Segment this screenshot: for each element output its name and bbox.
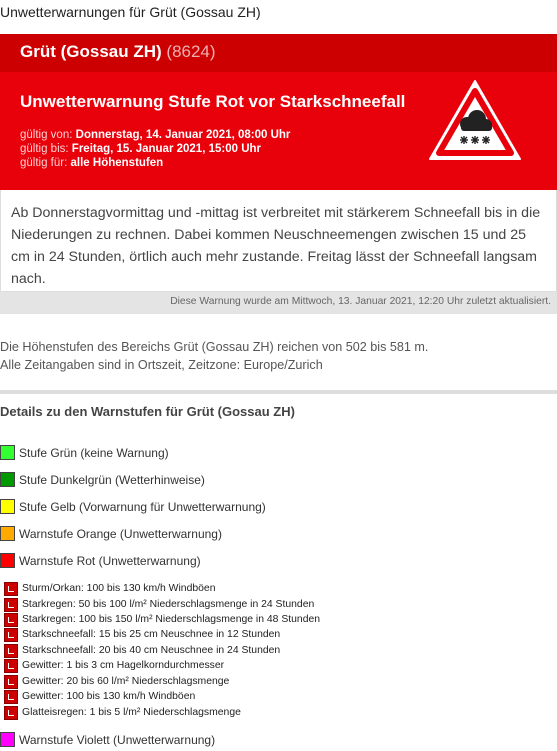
- section-divider: [0, 390, 557, 394]
- red-item-label: Glatteisregen: 1 bis 5 l/m² Niederschlagsmenge: [22, 707, 241, 718]
- red-item-storm: [4, 581, 215, 596]
- level-yellow: [0, 499, 266, 517]
- warning-box: [0, 34, 557, 314]
- heavy-snowfall-warning-icon: [427, 78, 523, 162]
- level-label: Warnstufe Rot (Unwetterwarnung): [19, 553, 201, 568]
- location-name: Grüt (Gossau ZH): [20, 42, 162, 61]
- thunderstorm-icon: [4, 675, 18, 689]
- warning-panel: [0, 72, 557, 190]
- red-item-rain-24h: [4, 597, 314, 612]
- warning-description: Ab Donnerstagvormittag und -mittag ist verbreitet mit stärkerem Schneefall bis in die Niederungen zu rechnen. Dabei kommen Neuschneemengen zwischen 15 und 25 cm in 24 Stunden, örtlich auch mehr zustande. Freitag lässt der Schneefall langsam nach.: [0, 190, 557, 292]
- valid-to-label: gültig bis:: [20, 143, 69, 155]
- warning-headline: Unwetterwarnung Stufe Rot vor Starkschneefall: [20, 92, 406, 111]
- level-label: Stufe Dunkelgrün (Wetterhinweise): [19, 472, 205, 487]
- red-item-label: Gewitter: 1 bis 3 cm Hagelkorndurchmesser: [22, 660, 225, 671]
- warning-location-header: [0, 34, 557, 72]
- level-swatch: [0, 499, 15, 514]
- warning-validity: [20, 128, 290, 170]
- level-swatch: [0, 553, 15, 568]
- red-item-label: Starkschneefall: 15 bis 25 cm Neuschnee in 12 Stunden: [22, 629, 281, 640]
- area-info: [0, 338, 428, 374]
- red-item-label: Starkregen: 50 bis 100 l/m² Niederschlagsmenge in 24 Stunden: [22, 599, 315, 610]
- level-label: Warnstufe Violett (Unwetterwarnung): [19, 732, 216, 747]
- level-swatch: [0, 732, 15, 747]
- valid-from-label: gültig von:: [20, 129, 73, 141]
- red-item-snow-24h: [4, 643, 280, 658]
- valid-to: Freitag, 15. Januar 2021, 15:00 Uhr: [71, 143, 262, 155]
- level-label: Stufe Grün (keine Warnung): [19, 445, 169, 460]
- red-item-thunder-rain: [4, 674, 229, 689]
- valid-for-label: gültig für:: [20, 157, 68, 169]
- red-item-label: Starkregen: 100 bis 150 l/m² Niederschlagsmenge in 48 Stunden: [22, 614, 321, 625]
- altitude-info: Die Höhenstufen des Bereichs Grüt (Gossau ZH) reichen von 502 bis 581 m.: [0, 340, 429, 354]
- red-item-hail: [4, 658, 224, 673]
- valid-from: Donnerstag, 14. Januar 2021, 08:00 Uhr: [75, 129, 291, 141]
- warning-updated: Diese Warnung wurde am Mittwoch, 13. Januar 2021, 12:20 Uhr zuletzt aktualisiert.: [0, 292, 557, 314]
- red-item-freezing-rain: [4, 705, 241, 720]
- level-swatch: [0, 472, 15, 487]
- snow-icon: [4, 644, 18, 658]
- rain-icon: [4, 613, 18, 627]
- storm-icon: [4, 582, 18, 596]
- red-item-thunder-wind: [4, 689, 195, 704]
- thunderstorm-icon: [4, 659, 18, 673]
- level-dark-green: [0, 472, 205, 490]
- level-label: Warnstufe Orange (Unwetterwarnung): [19, 526, 222, 541]
- red-item-label: Gewitter: 20 bis 60 l/m² Niederschlagsmenge: [22, 676, 230, 687]
- timezone-info: Alle Zeitangaben sind in Ortszeit, Zeitzone: Europe/Zurich: [0, 358, 323, 372]
- level-red: [0, 553, 201, 571]
- thunderstorm-icon: [4, 690, 18, 704]
- freezing-rain-icon: [4, 706, 18, 720]
- level-violet: [0, 732, 215, 750]
- level-swatch: [0, 526, 15, 541]
- rain-icon: [4, 598, 18, 612]
- red-item-label: Sturm/Orkan: 100 bis 130 km/h Windböen: [22, 583, 216, 594]
- red-item-snow-12h: [4, 627, 280, 642]
- page-title: Unwetterwarnungen für Grüt (Gossau ZH): [0, 4, 261, 20]
- level-label: Stufe Gelb (Vorwarnung für Unwetterwarnung): [19, 499, 266, 514]
- red-item-label: Gewitter: 100 bis 130 km/h Windböen: [22, 691, 196, 702]
- red-item-label: Starkschneefall: 20 bis 40 cm Neuschnee in 24 Stunden: [22, 645, 281, 656]
- snow-icon: [4, 628, 18, 642]
- level-green: [0, 445, 169, 463]
- details-title: Details zu den Warnstufen für Grüt (Gossau ZH): [0, 404, 295, 419]
- postal-code: (8624): [166, 42, 216, 61]
- valid-for: alle Höhenstufen: [70, 157, 164, 169]
- red-item-rain-48h: [4, 612, 320, 627]
- level-orange: [0, 526, 222, 544]
- level-swatch: [0, 445, 15, 460]
